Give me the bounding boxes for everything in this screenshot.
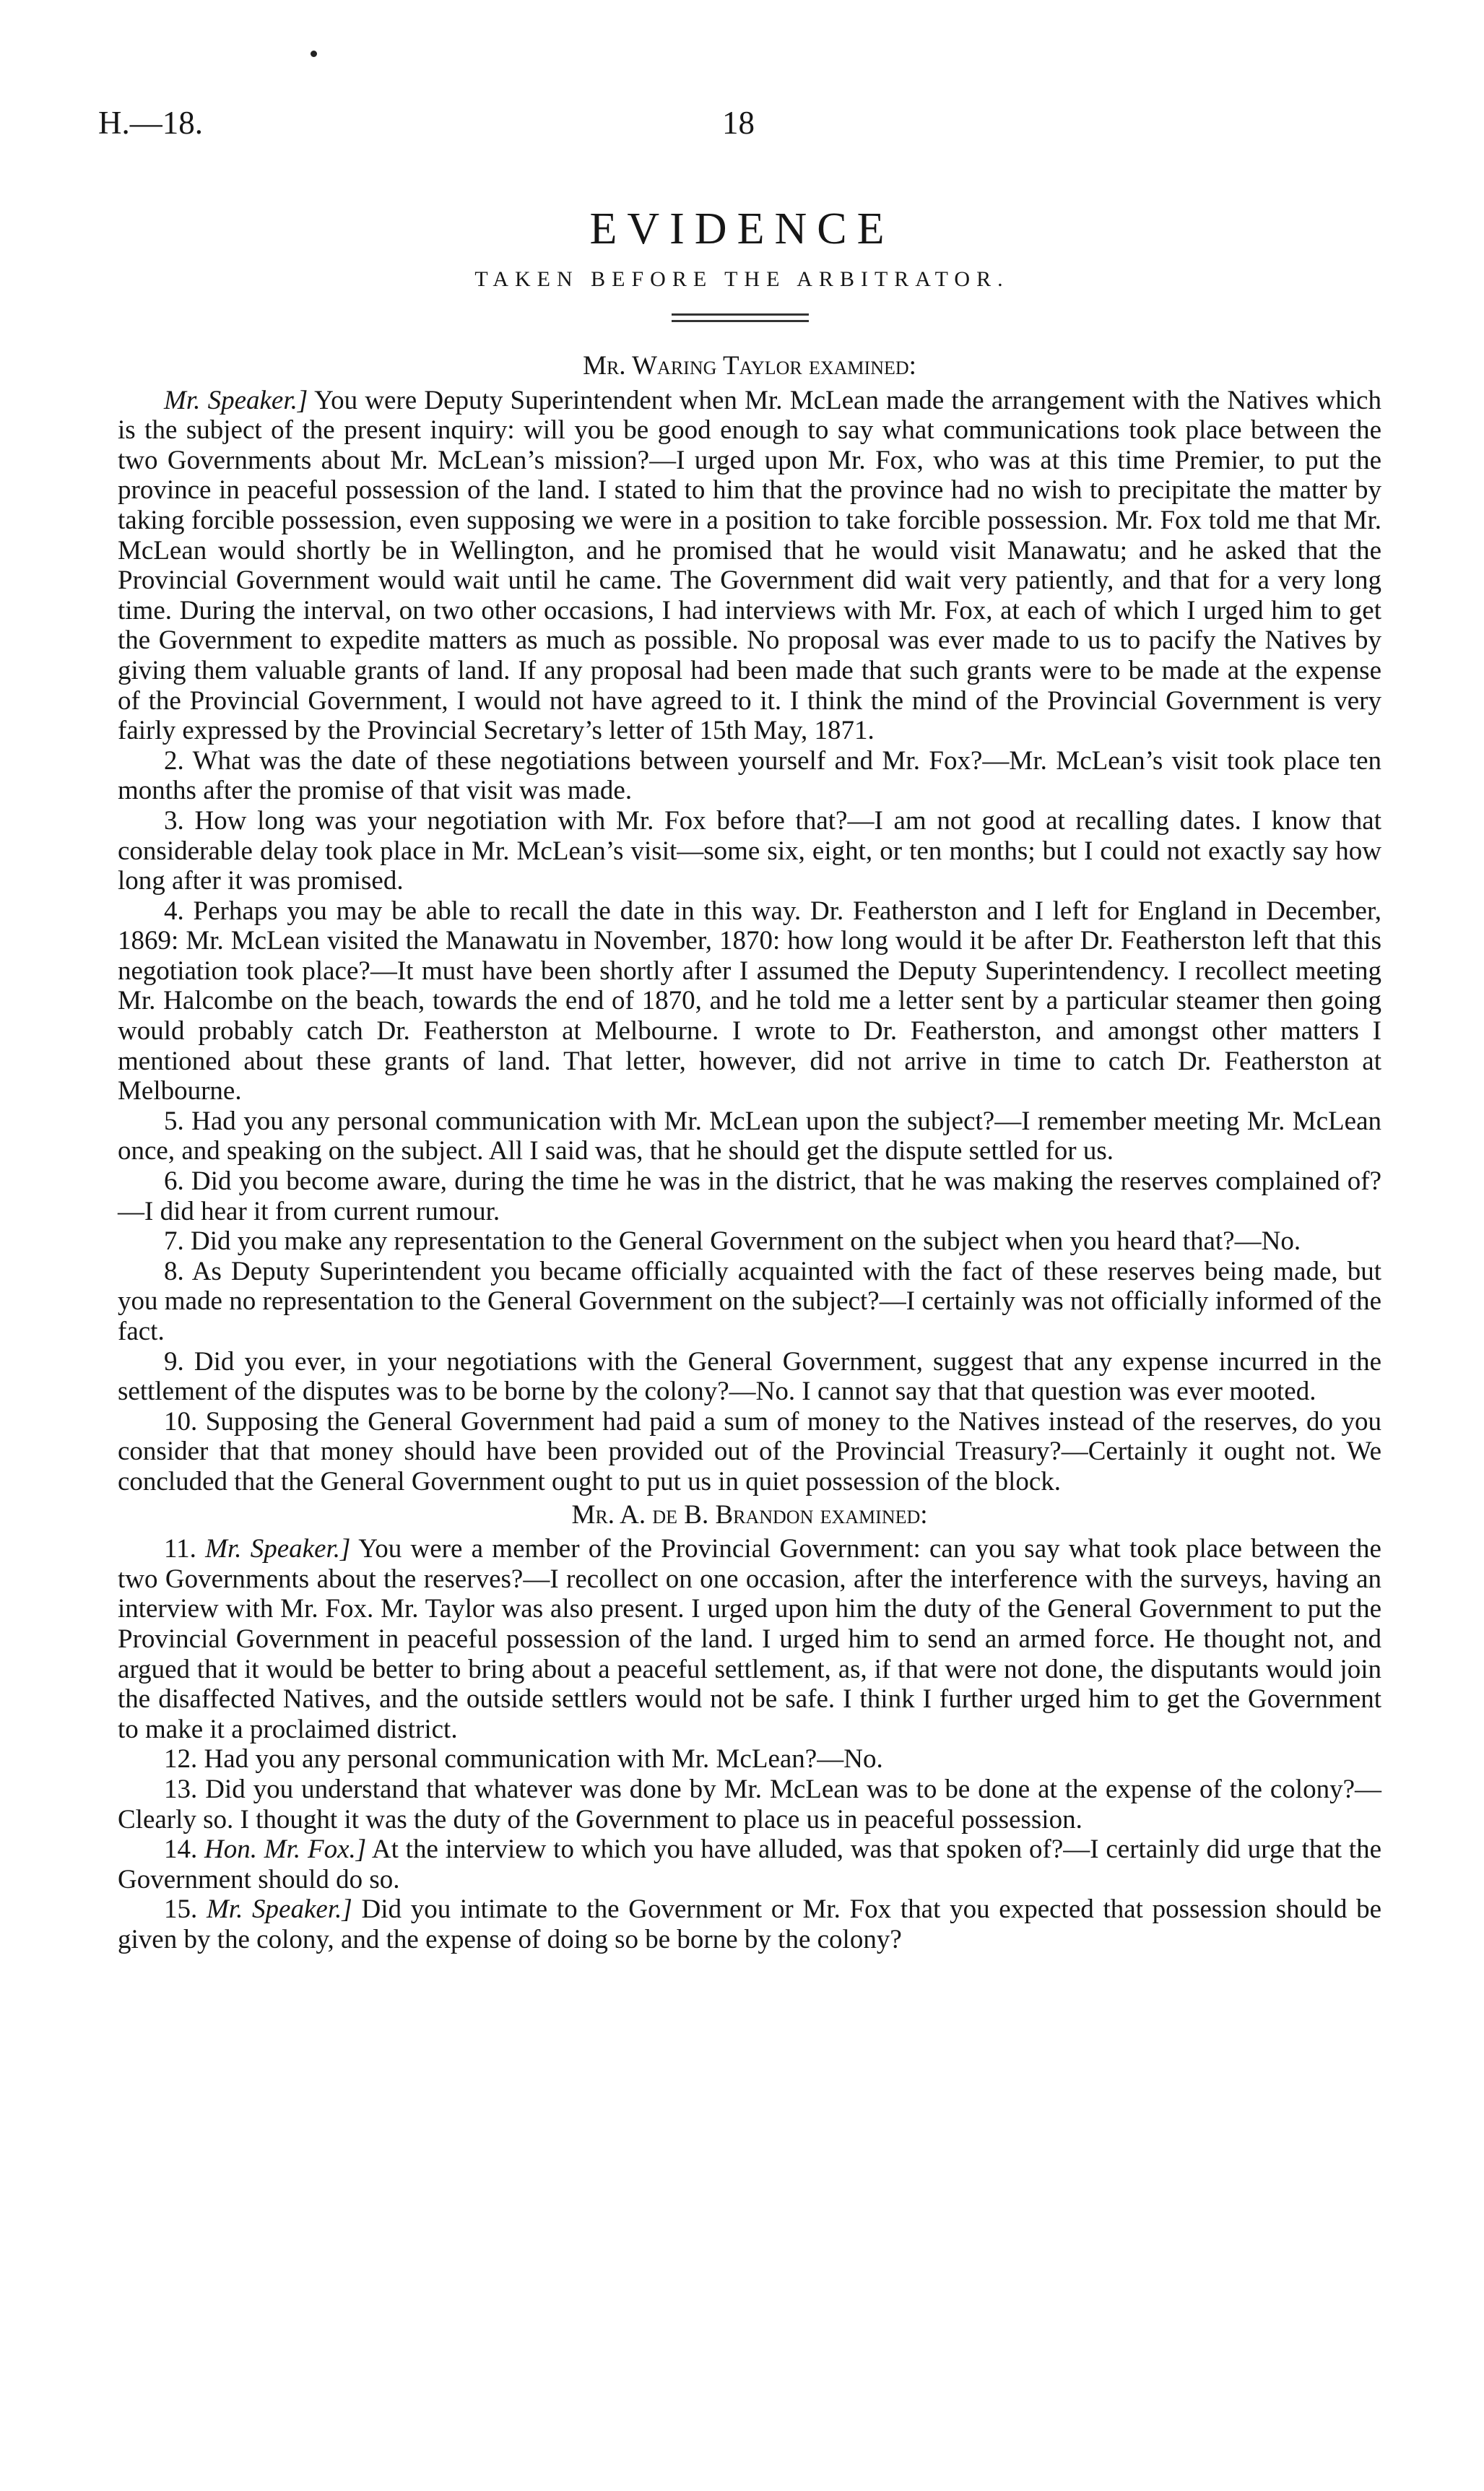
paragraph: 3. How long was your negotiation with Mr. Fox before that?—I am not good at recalling dates. I know that considerable delay took place in Mr. McLean’s visit—some six, eight, or ten months; but I could not exactly say how long after it was promised. bbox=[118, 805, 1381, 896]
paragraph-text: At the interview to which you have alluded, was that spoken of?—I certainly did urge that the Government should do so. bbox=[118, 1834, 1382, 1894]
paragraph bbox=[118, 386, 1381, 746]
speaker-label: Mr. Speaker.] bbox=[205, 1534, 351, 1564]
paragraph: 9. Did you ever, in your negotiations with the General Government, suggest that any expense incurred in the settlement of the disputes was to be borne by the colony?—No. I cannot say that that question was ever mooted. bbox=[118, 1346, 1381, 1407]
paragraph: 2. What was the date of these negotiations between yourself and Mr. Fox?—Mr. McLean’s visit took place ten months after the promise of that visit was made. bbox=[118, 745, 1381, 806]
ink-speck bbox=[311, 51, 317, 57]
paragraph: 7. Did you make any representation to the General Government on the subject when you heard that?—No. bbox=[164, 1226, 1301, 1257]
page-reference: H.—18. bbox=[98, 105, 203, 141]
speaker-label: Mr. Speaker.] bbox=[164, 385, 308, 415]
paragraph: 6. Did you become aware, during the time he was in the district, that he was making the reserves complained of?—I did hear it from current rumour. bbox=[118, 1166, 1381, 1226]
document-title: EVIDENCE bbox=[589, 204, 895, 254]
page-number: 18 bbox=[722, 105, 755, 141]
section-heading-brandon: Mr. A. de B. Brandon examined: bbox=[571, 1499, 928, 1530]
paragraph: 13. Did you understand that whatever was done by Mr. McLean was to be done at the expense of the colony?—Clearly so. I thought it was the duty of the Government to place us in peaceful possession. bbox=[118, 1774, 1381, 1834]
paragraph-text: You were Deputy Superintendent when Mr. McLean made the arrangement with the Natives which is the subject of the present inquiry: will you be good enough to say what communications took place between the two Governments about Mr. McLean’s mission?—I urged upon Mr. Fox, who was at this time Premier, to put the province in peaceful possession of the land. I stated to him that the province had no wish to precipitate the matter by taking forcible possession, even supposing we were in a position to take forcible possession. Mr. Fox told me that Mr. McLean would shortly be in Wellington, and he promised that he would visit Manawatu; and he asked that the Provincial Government would wait until he came. The Government did wait very patiently, and that for a very long time. During the interval, on two other occasions, I had interviews with Mr. Fox, at each of which I urged him to get the Government to expedite matters as much as possible. No proposal was ever made to us to pacify the Natives by giving them valuable grants of land. If any proposal had been made that such grants were to be made at the expense of the Provincial Government, I would not have agreed to it. I think the mind of the Provincial Government is very fairly expressed by the Provincial Secretary’s letter of 15th May, 1871. bbox=[118, 385, 1381, 746]
paragraph: 12. Had you any personal communication with Mr. McLean?—No. bbox=[164, 1744, 883, 1775]
paragraph: 4. Perhaps you may be able to recall the date in this way. Dr. Featherston and I left for England in December, 1869: Mr. McLean visited the Manawatu in November, 1870: how long would it be after Dr. Featherston left that this negotiation took place?—It must have been shortly after I assumed the Deputy Superintendency. I recollect meeting Mr. Halcombe on the beach, towards the end of 1870, and he told me a letter sent by a particular steamer then going would probably catch Dr. Featherston at Melbourne. I wrote to Dr. Featherston, and amongst other matters I mentioned about these grants of land. That letter, however, did not arrive in time to catch Dr. Featherston at Melbourne. bbox=[118, 896, 1381, 1106]
speaker-label: Hon. Mr. Fox.] bbox=[204, 1834, 367, 1865]
question-number: 11. bbox=[164, 1534, 196, 1564]
paragraph: 10. Supposing the General Government had paid a sum of money to the Natives instead of the reserves, do you consider that that money should have been provided out of the Provincial Treasury?—Certainly it ought not. We concluded that the General Government ought to put us in quiet possession of the block. bbox=[118, 1406, 1381, 1496]
title-rule-top bbox=[672, 313, 809, 316]
paragraph: 5. Had you any personal communication with Mr. McLean upon the subject?—I remember meeting Mr. McLean once, and speaking on the subject. All I said was, that he should get the dispute settled for us. bbox=[118, 1106, 1381, 1166]
question-number: 15. bbox=[164, 1894, 198, 1925]
document-body bbox=[118, 348, 1381, 1954]
speaker-label: Mr. Speaker.] bbox=[206, 1894, 352, 1925]
section-heading-taylor: Mr. Waring Taylor examined: bbox=[583, 351, 916, 381]
paragraph bbox=[118, 1834, 1381, 1894]
paragraph-text: Did you intimate to the Government or Mr. Fox that you expected that possession should be given by the colony, and the expense of doing so be borne by the colony? bbox=[118, 1894, 1381, 1954]
paragraph bbox=[118, 1534, 1381, 1744]
title-rule-bottom bbox=[672, 320, 809, 322]
question-number: 14. bbox=[164, 1834, 198, 1865]
paragraph bbox=[118, 1894, 1381, 1954]
paragraph: 8. As Deputy Superintendent you became officially acquainted with the fact of these reserves being made, but you made no representation to the General Government on the subject?—I certainly was not officially informed of the fact. bbox=[118, 1256, 1381, 1346]
paragraph-text: You were a member of the Provincial Government: can you say what took place between the two Governments about the reserves?—I recollect on one occasion, after the interference with the surveys, having an interview with Mr. Fox. Mr. Taylor was also present. I urged upon him the duty of the General Government to put the Provincial Government in peaceful possession of the land. I urged him to send an armed force. He thought not, and argued that it would be better to bring about a peaceful settlement, as, if that were not done, the disputants would join the disaffected Natives, and the outside settlers would not be safe. I think I further urged him to get the Government to make it a proclaimed district. bbox=[118, 1534, 1381, 1744]
document-subtitle: TAKEN BEFORE THE ARBITRATOR. bbox=[474, 267, 1010, 291]
